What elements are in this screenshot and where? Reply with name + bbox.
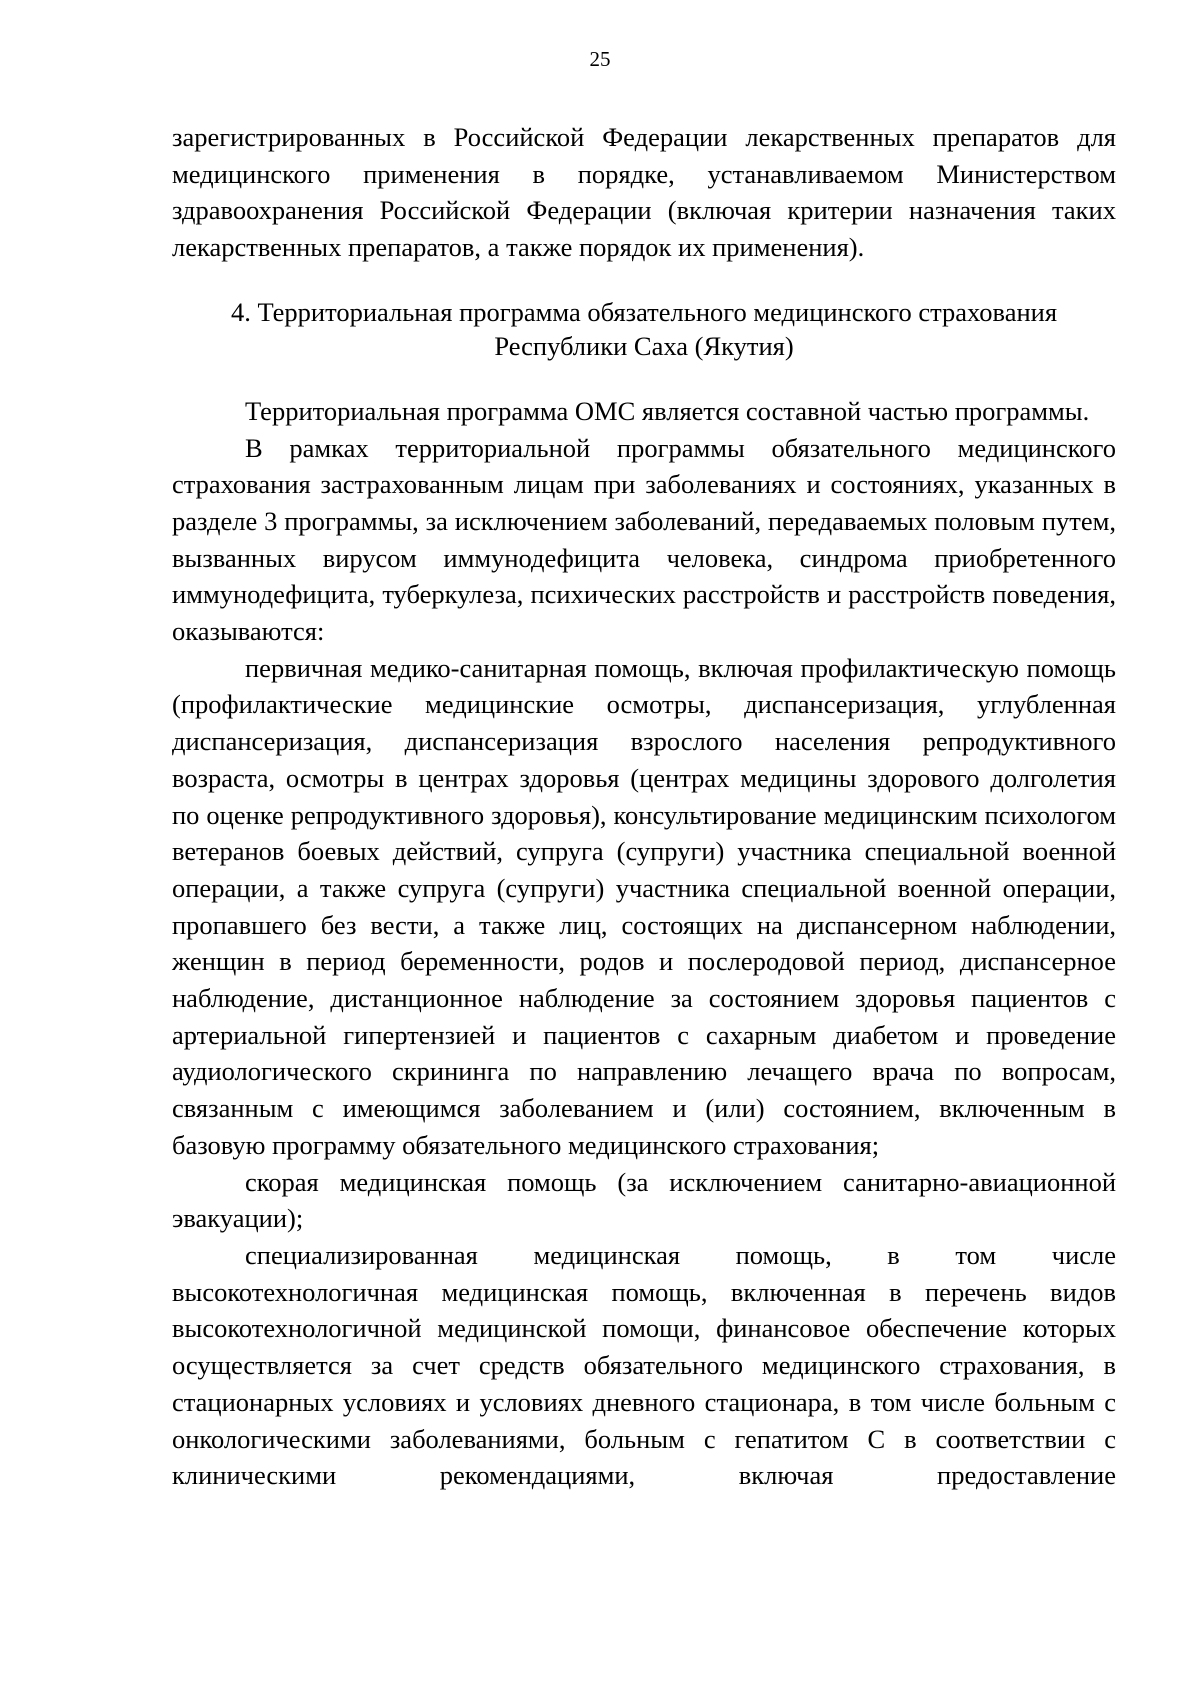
page-number: 25 xyxy=(589,47,611,71)
document-body xyxy=(172,119,1116,1494)
section-heading xyxy=(172,295,1116,363)
section-heading-line-1: 4. Территориальная программа обязательного медицинского страхования xyxy=(230,296,1058,327)
paragraph-specialized-care: специализированная медицинская помощь, в том числе высокотехнологичная медицинская помощь, включенная в перечень видов высокотехнологичной медицинской помощи, финансовое обеспечение которых осуществляется за счет средств обязательного медицинского страхования, в стационарных условиях и условиях дневного стационара, в том числе больным с онкологическими заболеваниями, больным с гепатитом С в соответствии с клиническими рекомендациями, включая предоставление xyxy=(172,1239,1116,1491)
paragraph-primary-care: первичная медико-санитарная помощь, включая профилактическую помощь (профилактические медицинские осмотры, диспансеризация, углубленная диспансеризация, диспансеризация взрослого населения репродуктивного возраста, осмотры в центрах здоровья (центрах медицины здорового долголетия по оценке репродуктивного здоровья), консультирование медицинским психологом ветеранов боевых действий, супруга (супруги) участника специальной военной операции, а также супруга (супруги) участника специальной военной операции, пропавшего без вести, а также лиц, состоящих на диспансерном наблюдении, женщин в период беременности, родов и послеродовой период, диспансерное наблюдение, дистанционное наблюдение за состоянием здоровья пациентов с артериальной гипертензией и пациентов с сахарным диабетом и проведение аудиологического скрининга по направлению лечащего врача по вопросам, связанным с имеющимся заболеванием и (или) состоянием, включенным в базовую программу обязательного медицинского страхования; xyxy=(172,652,1116,1160)
section-heading-line-2: Республики Саха (Якутия) xyxy=(494,330,794,361)
intro-paragraph: зарегистрированных в Российской Федерации лекарственных препаратов для медицинского применения в порядке, устанавливаемом Министерством здравоохранения Российской Федерации (включая критерии назначения таких лекарственных препаратов, а также порядок их применения). xyxy=(172,122,1116,263)
paragraph-territorial-program: Территориальная программа ОМС является составной частью программы. xyxy=(245,395,1090,426)
paragraph-insured-persons: В рамках территориальной программы обязательного медицинского страхования застрахованным лицам при заболеваниях и состояниях, указанных в разделе 3 программы, за исключением заболеваний, передаваемых половым путем, вызванных вирусом иммунодефицита человека, синдрома приобретенного иммунодефицита, туберкулеза, психических расстройств и расстройств поведения, оказываются: xyxy=(172,432,1116,647)
paragraph-emergency-care: скорая медицинская помощь (за исключением санитарно-авиационной эвакуации); xyxy=(172,1166,1116,1234)
